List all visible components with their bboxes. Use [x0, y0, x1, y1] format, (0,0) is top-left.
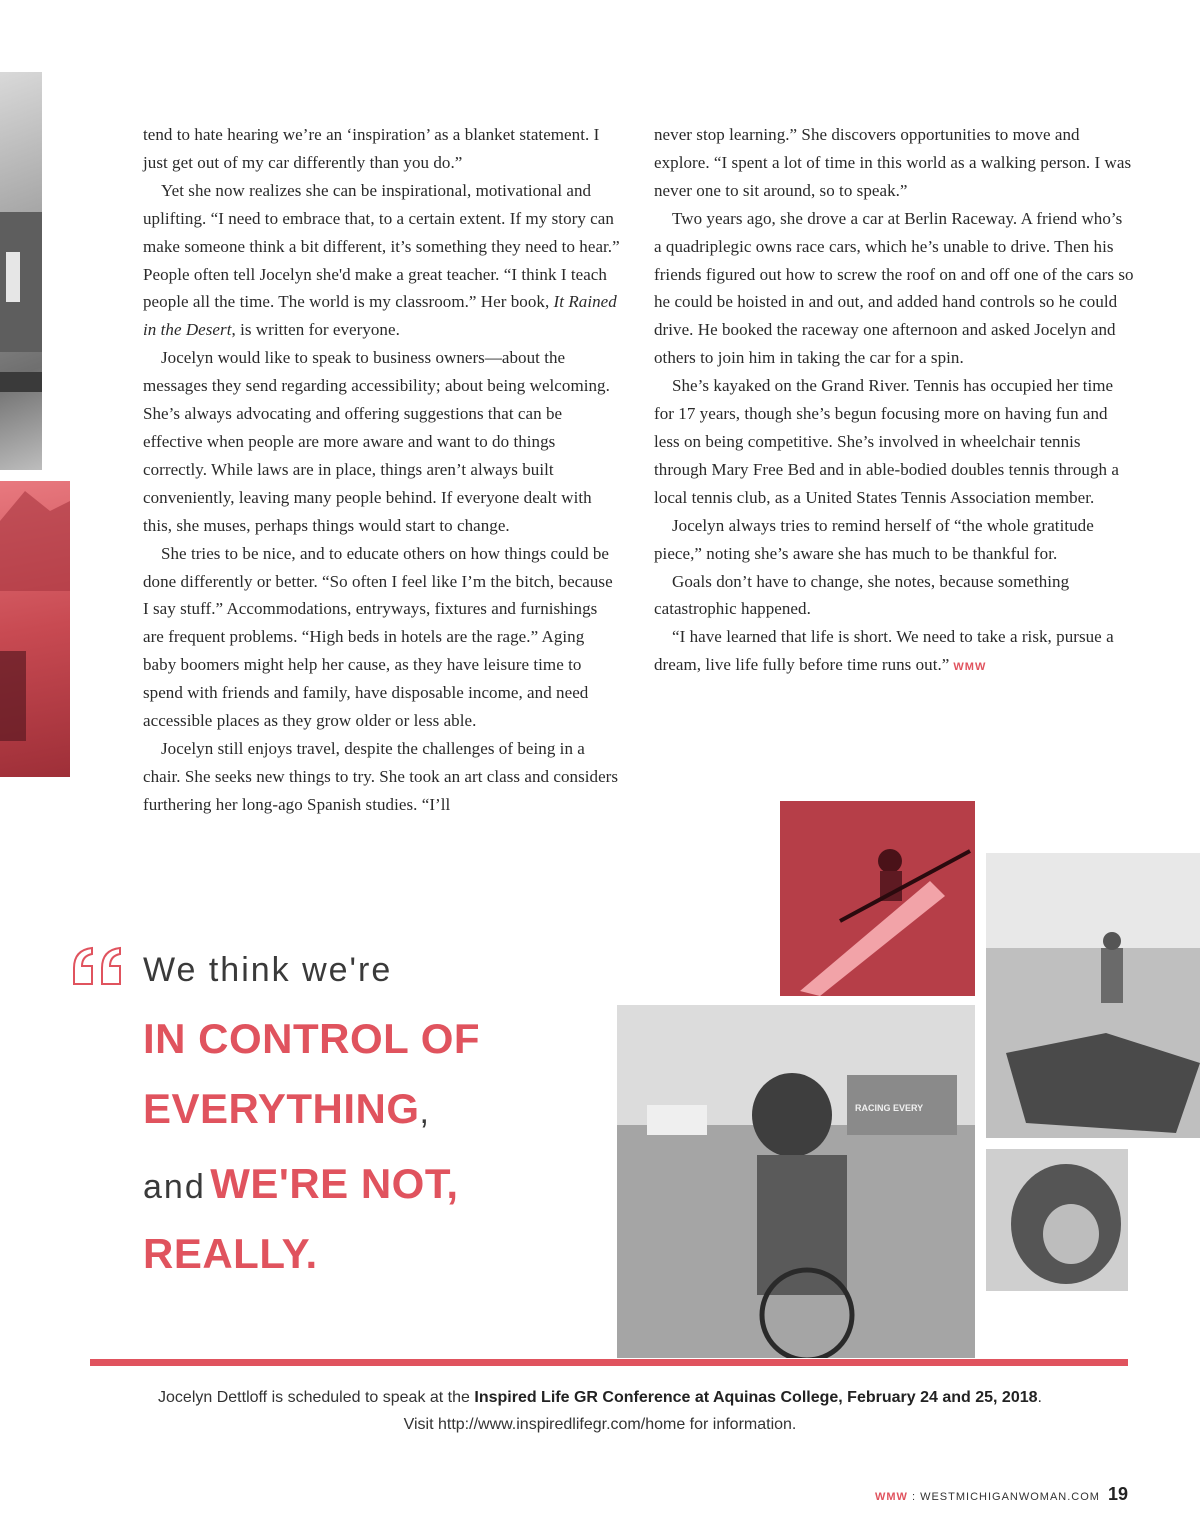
- page-footer: WMW : WESTMICHIGANWOMAN.COM 19: [874, 1484, 1128, 1504]
- footer-site: WESTMICHIGANWOMAN.COM: [920, 1491, 1100, 1503]
- paragraph: Jocelyn still enjoys travel, despite the challenges of being in a chair. She seeks new things to try. She took an art class and considers furthering her long-ago Spanish studies. “I’ll: [143, 738, 619, 814]
- paragraph: never stop learning.” She discovers opportunities to move and explore. “I spent a lot of time in this world as a walking person. I was never one to sit around, so to speak.”: [654, 125, 1132, 200]
- event-note-line-2: Visit http://www.inspiredlifegr.com/home for information.: [403, 1416, 797, 1433]
- paragraph: Goals don’t have to change, she notes, because something catastrophic happened.: [654, 571, 1070, 619]
- page-number: 19: [1107, 1484, 1128, 1504]
- racing-sign-text: RACING EVERY: [855, 1103, 924, 1113]
- article-column-right: [654, 121, 1134, 682]
- paragraph: Two years ago, she drove a car at Berlin Raceway. A friend who’s a quadriplegic owns race cars, which he’s unable to drive. Then his friends figured out how to screw the roof on and off one of the cars so he could be hoisted in and out, and added hand controls so he could drive. He booked the raceway one afternoon and asked Jocelyn and others to join him in taking the car for a spin.: [654, 208, 1134, 368]
- paragraph: She’s kayaked on the Grand River. Tennis has occupied her time for 17 years, though she’s begun focusing more on having fun and less on being competitive. She’s involved in wheelchair tennis through Mary Free Bed and in able-bodied doubles tennis through a local tennis club, as a United States Tennis Association member.: [654, 376, 1119, 507]
- end-mark: WMW: [953, 661, 987, 674]
- article-column-left: [143, 121, 621, 819]
- event-note-line-1: Jocelyn Dettloff is scheduled to speak at the Inspired Life GR Conference at Aquinas College, February 24 and 25, 2018.: [158, 1389, 1042, 1406]
- quote-mark-icon: [70, 944, 128, 988]
- pull-quote-line-5: REALLY.: [143, 1230, 318, 1277]
- pull-quote-line-1: We think we're: [143, 951, 393, 989]
- wheelchair-photo: [617, 1005, 975, 1358]
- pull-quote-line-3: EVERYTHING,: [143, 1085, 431, 1132]
- photo-mountain-graphic: [0, 481, 70, 777]
- left-edge-photo-top: [0, 72, 42, 470]
- left-edge-photo-bottom: [0, 481, 70, 777]
- photo-figure-graphic: [0, 72, 42, 470]
- kayak-graphic: [780, 801, 975, 996]
- pull-quote-line-4: and WE'RE NOT,: [143, 1160, 459, 1207]
- tent-photo: [986, 853, 1200, 1138]
- paragraph: “I have learned that life is short. We need to take a risk, pursue a dream, live life fully before time runs out.” WMW: [654, 627, 1114, 675]
- paragraph: Yet she now realizes she can be inspirational, motivational and uplifting. “I need to embrace that, to a certain extent. If my story can make someone think a bit different, it’s something they need to hear.” People often tell Jocelyn she'd make a great teacher. “I think I teach people all the time. The world is my classroom.” Her book, It Rained in the Desert, is written for everyone.: [143, 180, 620, 340]
- divider-rule: [90, 1359, 1128, 1366]
- paragraph: Jocelyn always tries to remind herself of “the whole gratitude piece,” noting she’s aware she has much to be thankful for.: [654, 515, 1094, 563]
- paragraph: tend to hate hearing we’re an ‘inspiration’ as a blanket statement. I just get out of my car differently than you do.”: [143, 125, 600, 172]
- pull-quote-line-2: IN CONTROL OF: [143, 1015, 481, 1062]
- racecar-helmet-photo: [986, 1149, 1128, 1291]
- kayak-photo: [780, 801, 975, 996]
- wheelchair-graphic: [617, 1005, 975, 1358]
- book-title: It Rained in the Desert: [143, 292, 617, 340]
- paragraph: She tries to be nice, and to educate others on how things could be done differently or better. “So often I feel like I’m the bitch, because I say stuff.” Accommodations, entryways, fixtures and furnishings are frequent problems. “High beds in hotels are the rage.” Aging baby boomers might help her cause, as they have leisure time to spend with friends and family, have disposable income, and need accessible places as they grow older or less able.: [143, 543, 613, 731]
- footer-brand: WMW: [874, 1491, 908, 1503]
- helmet-graphic: [986, 1149, 1128, 1291]
- tent-graphic: [986, 853, 1200, 1138]
- paragraph: Jocelyn would like to speak to business owners—about the messages they send regarding accessibility; about being welcoming. She’s always advocating and offering suggestions that can be effective when people are more aware and want to do things correctly. While laws are in place, things aren’t always built conveniently, leaving many people behind. If everyone dealt with this, she muses, perhaps things would start to change.: [143, 348, 610, 535]
